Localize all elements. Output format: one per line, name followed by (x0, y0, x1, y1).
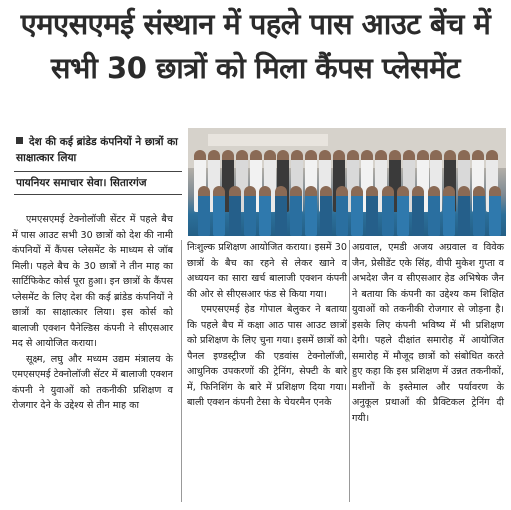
column-divider (181, 240, 182, 502)
paragraph: सूक्ष्म, लघु और मध्यम उद्यम मंत्रालय के एमएसएमई टेक्नोलॉजी सेंटर में बालाजी एक्शन कंपनी ने युवाओं को तकनीकी प्रशिक्षण व रोजगार देने के उद्देश्य से तीन माह का (12, 353, 173, 411)
subdeck (16, 134, 184, 166)
byline: पायनियर समाचार सेवा। सितारगंज (16, 177, 147, 189)
photo-person (473, 186, 485, 236)
bullet-square-icon (16, 137, 23, 144)
photo-person (336, 186, 348, 236)
paragraph: निःशुल्क प्रशिक्षण आयोजित कराया। इसमें 30 छात्रों के बैच का रहने से लेकर खाने व अध्ययन का सारा खर्च बालाजी एक्शन कंपनी की ओर से सीएसआर फंड से किया गया। (187, 242, 347, 300)
paragraph: एमएसएमई टेक्नोलॉजी सेंटर में पहले बैच में पास आउट सभी 30 छात्रों को देश की नामी कंपनियों में कैंपस प्लेसमेंट के माध्यम से जॉब मिली। पहले बैच के 30 छात्रों ने तीन माह का सार्टिफिकेट कोर्स पूरा हुआ। इन छात्रों के कैंपस प्लेसमेंट के लिए देश की कई ब्रांडेड कंपनियों ने छात्रों का साक्षात्कार लिया। इस कोर्स को बालाजी एक्शन पैनेल्डिस कंपनी ने सीएसआर मद से आयोजित कराया। (12, 214, 173, 349)
photo-person (458, 186, 470, 236)
headline: एमएसएमई संस्थान में पहले पास आउट बेंच में सभी 30 छात्रों को मिला कैंपस प्लेसमेंट (20, 7, 491, 85)
photo-banner (208, 134, 328, 146)
photo-person (351, 186, 363, 236)
photo-person (366, 186, 378, 236)
photo-person (229, 186, 241, 236)
photo-person (213, 186, 225, 236)
photo-person (320, 186, 332, 236)
article-column-2 (187, 240, 347, 411)
paragraph: अग्रवाल, एमडी अजय अग्रवाल व विवेक जैन, प्रेसीडेंट एके सिंह, वीपी मुकेश गुप्ता व अभदेश जैन व सीएसआर हेड अभिषेक जैन ने बताया कि कंपनी का उद्देश्य कम शिक्षित युवाओं को तकनीकी रोजगार से जोड़ना है। इसके लिए कंपनी भविष्य में भी प्रशिक्षण देगी। पहले दीक्षांत समारोह में आयोजित समारोह में मौजूद छात्रों को संबोधित करते हुए कहा कि इस प्रशिक्षण में उन्नत तकनीकों, मशीनों के इस्तेमाल और पर्यावरण के अनुकूल प्रथाओं की प्रैक्टिकल ट्रेनिंग दी गयी। (352, 242, 504, 424)
photo-person (244, 186, 256, 236)
divider (14, 171, 182, 172)
subdeck-text: देश की कई ब्रांडेड कंपनियों ने छात्रों का साक्षात्कार लिया (16, 136, 178, 164)
group-photo (188, 128, 506, 236)
paragraph: एमएसएमई हेड गोपाल बेलुकर ने बताया कि पहले बैच में कक्षा आठ पास आउट छात्रों को प्रशिक्षण के लिए चुना गया। इसमें छात्रों को पैनल इण्डस्ट्रीज की एडवांस टेक्नोलॉजी, आधुनिक उपकरणों की ट्रेनिंग, सेफ्टी के बारे में, फिनिशिंग के बारे में प्रशिक्षण दिया गया। बाली एक्शन कंपनी टेसा के चेयरमैन एनके (187, 304, 347, 408)
photo-person (259, 186, 271, 236)
photo-person (305, 186, 317, 236)
photo-person (275, 186, 287, 236)
photo-person (397, 186, 409, 236)
photo-person (412, 186, 424, 236)
photo-person (198, 186, 210, 236)
photo-person (290, 186, 302, 236)
photo-person (443, 186, 455, 236)
photo-person (489, 186, 501, 236)
column-divider (349, 240, 350, 502)
article-column-3 (352, 240, 504, 426)
divider (14, 194, 182, 195)
photo-person (428, 186, 440, 236)
photo-person (382, 186, 394, 236)
article-column-1 (12, 212, 173, 414)
